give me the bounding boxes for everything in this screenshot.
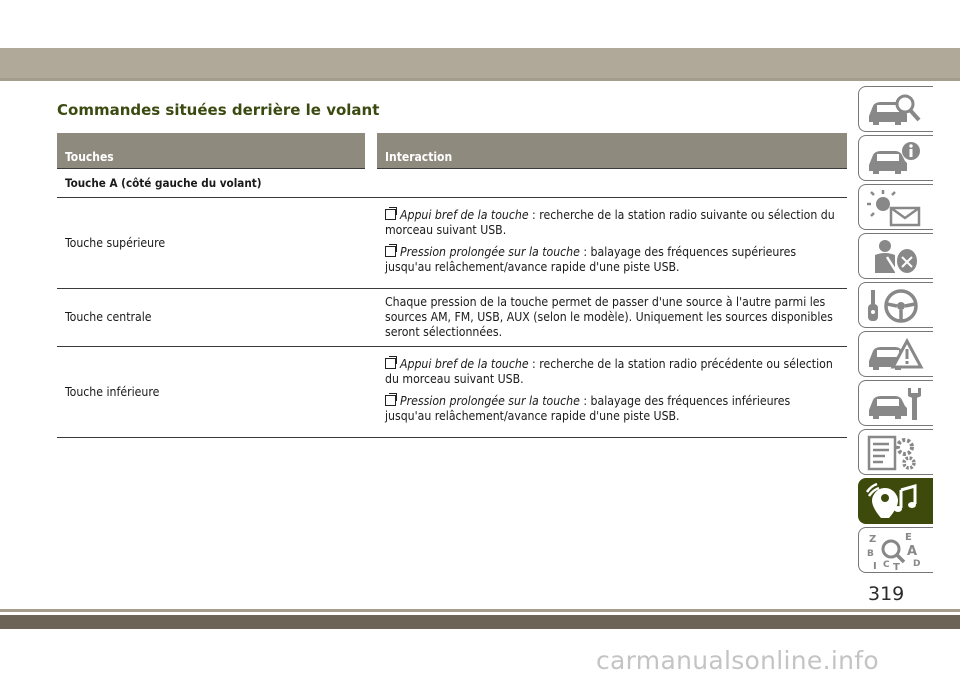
- row-key: Touche inférieure: [57, 347, 371, 438]
- svg-text:Z: Z: [869, 534, 877, 545]
- controls-table: [57, 133, 847, 438]
- table-row: [57, 289, 847, 347]
- row-value: [371, 198, 847, 289]
- row-key: Touche supérieure: [57, 198, 371, 289]
- list-item: Pression prolongée sur la touche : balayage des fréquences inférieures jusqu'au relâchement/avance rapide d'une piste USB.: [385, 394, 791, 423]
- svg-text:T: T: [893, 562, 900, 571]
- page-number: 319: [868, 583, 905, 605]
- row-key: Touche centrale: [57, 289, 371, 347]
- footer-rule: [0, 609, 960, 612]
- list-item: Pression prolongée sur la touche : balayage des fréquences supérieures jusqu'au relâchement/avance rapide d'une piste USB.: [385, 245, 797, 274]
- section-title: Commandes situées derrière le volant: [57, 101, 380, 119]
- svg-text:C: C: [883, 560, 890, 570]
- svg-text:A: A: [907, 544, 918, 559]
- multimedia-music-icon: [865, 482, 925, 522]
- watermark[interactable]: carmanualsonline.info: [596, 646, 879, 675]
- checkbox-bullet-icon: [385, 246, 396, 257]
- svg-text:I: I: [873, 561, 877, 571]
- checkbox-bullet-icon: [385, 209, 396, 220]
- car-hazard-icon: [865, 335, 925, 375]
- checkbox-bullet-icon: [385, 358, 396, 369]
- column-header-touches: Touches: [57, 133, 371, 169]
- warning-light-message-icon: [865, 188, 925, 228]
- tab-maintenance[interactable]: [858, 380, 933, 426]
- tab-emergency[interactable]: [858, 331, 933, 377]
- table-row: [57, 198, 847, 289]
- column-header-interaction: Interaction: [371, 133, 847, 169]
- tab-technical-specs[interactable]: [858, 429, 933, 475]
- tab-multimedia[interactable]: [858, 478, 933, 524]
- row-value: [371, 347, 847, 438]
- spec-sheet-gears-icon: [865, 433, 925, 473]
- row-value: Chaque pression de la touche permet de passer d'une source à l'autre parmi les sources AM, FM, USB, AUX (selon le modèle). Uniquement les sources disponibles seront sélectionnées.: [371, 289, 847, 347]
- tab-safety[interactable]: [858, 233, 933, 279]
- section-label: Touche A (côté gauche du volant): [57, 169, 847, 198]
- tab-car-info[interactable]: [858, 135, 933, 181]
- svg-text:B: B: [867, 549, 874, 559]
- checkbox-bullet-icon: [385, 395, 396, 406]
- list-item: Appui bref de la touche : recherche de la station radio précédente ou sélection du morceau suivant USB.: [385, 357, 833, 386]
- footer-band: [0, 615, 960, 629]
- key-steering-wheel-icon: [865, 286, 925, 326]
- header-rule: [0, 78, 960, 81]
- index-search-icon: [865, 531, 925, 571]
- header-band: [0, 48, 960, 78]
- person-airbag-icon: [865, 237, 925, 277]
- tab-starting-driving[interactable]: [858, 282, 933, 328]
- svg-text:D: D: [913, 559, 921, 569]
- table-row: [57, 347, 847, 438]
- table-section-row: [57, 169, 847, 198]
- table-header-row: [57, 133, 847, 169]
- list-item: Appui bref de la touche : recherche de la station radio suivante ou sélection du morceau suivant USB.: [385, 208, 835, 237]
- tab-car-search[interactable]: [858, 86, 933, 132]
- car-wrench-icon: [865, 384, 925, 424]
- car-info-icon: [865, 139, 925, 179]
- tab-warning-lights[interactable]: [858, 184, 933, 230]
- tab-index[interactable]: [858, 527, 933, 573]
- car-search-icon: [865, 90, 925, 130]
- svg-text:E: E: [905, 532, 912, 543]
